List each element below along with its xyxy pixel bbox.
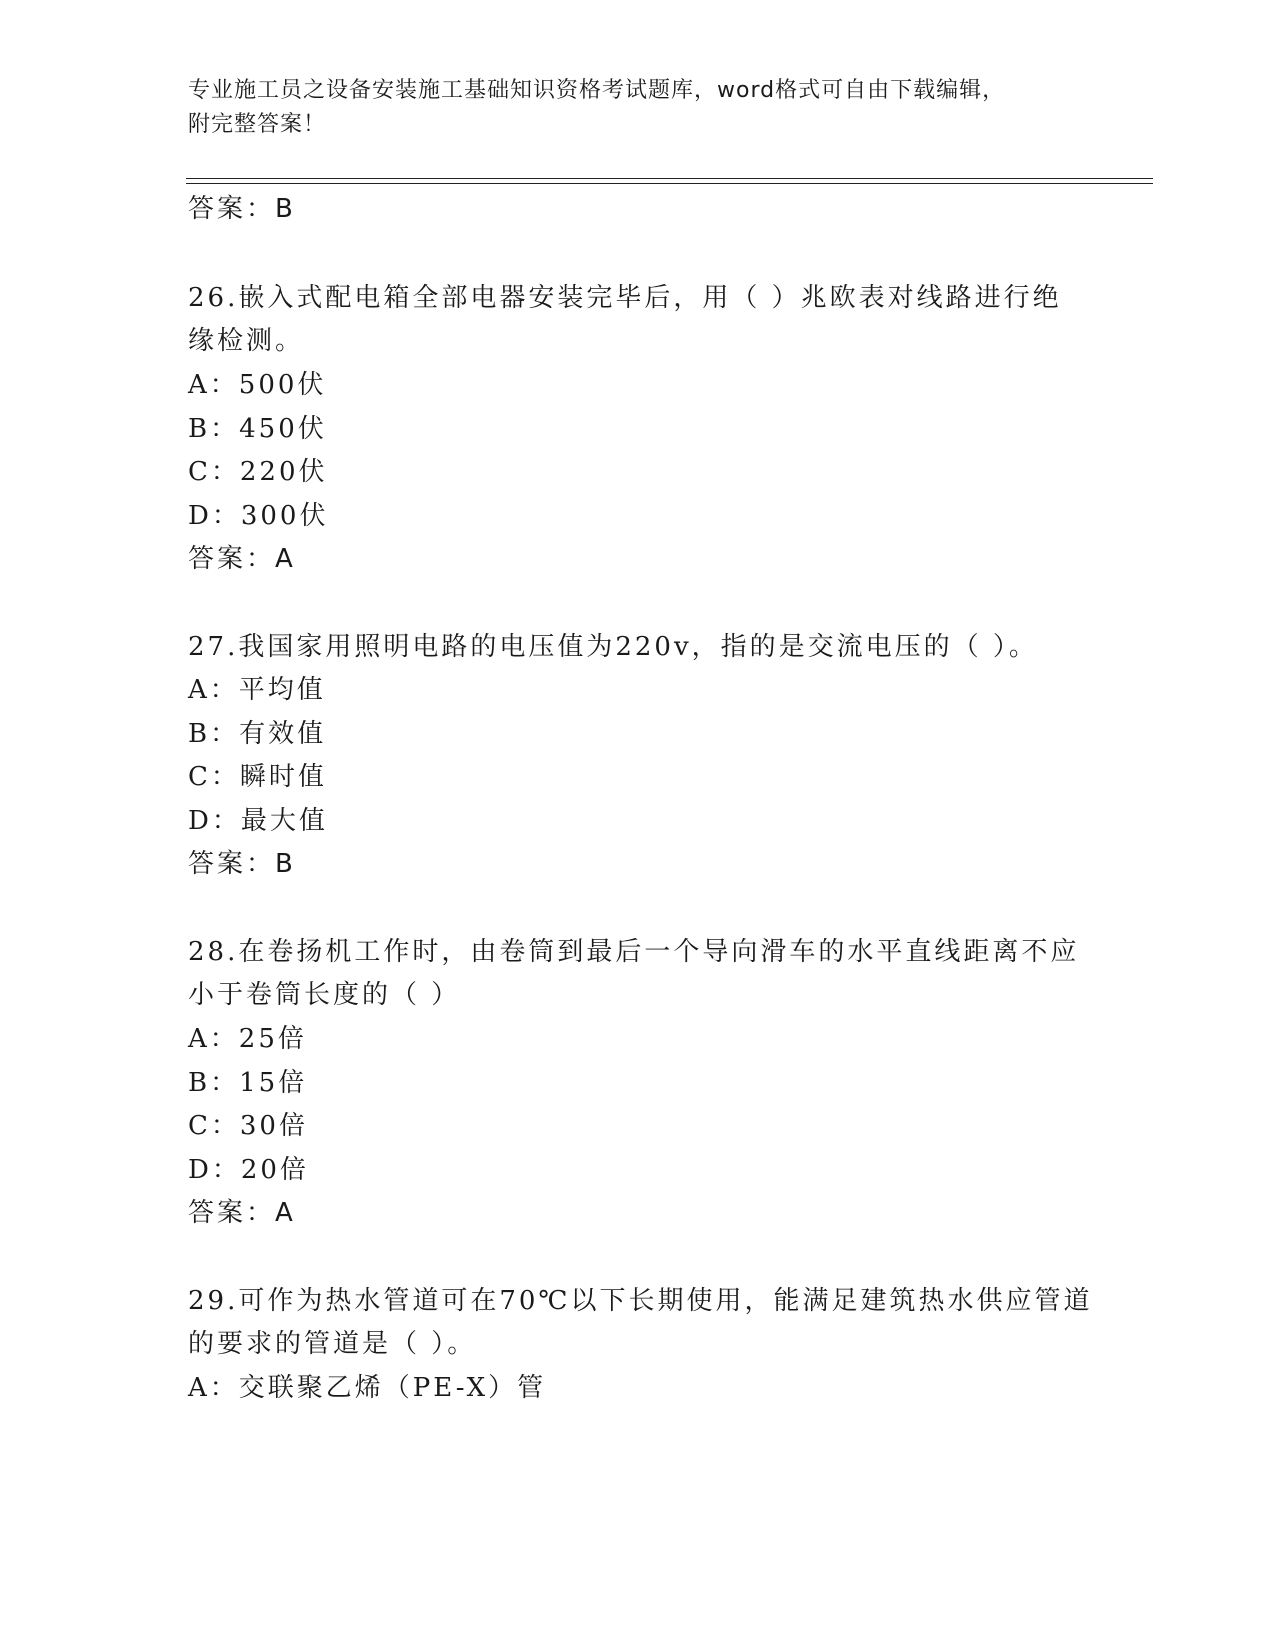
- option-d: D：300伏: [188, 501, 329, 531]
- question-stem: 27.我国家用照明电路的电压值为220v，指的是交流电压的（ ）。: [188, 632, 1038, 662]
- option-a: A：25倍: [188, 1024, 307, 1054]
- question-stem-continued: 缘检测。: [188, 326, 305, 356]
- document-header: [188, 74, 1088, 142]
- option-d: D：20倍: [188, 1155, 309, 1185]
- header-rule-top: [186, 178, 1153, 179]
- question-stem: 29.可作为热水管道可在70℃以下长期使用，能满足建筑热水供应管道: [188, 1286, 1093, 1316]
- previous-answer: 答案：B: [188, 194, 296, 224]
- question-stem-continued: 的要求的管道是（ ）。: [188, 1329, 477, 1359]
- question-stem: 28.在卷扬机工作时，由卷筒到最后一个导向滑车的水平直线距离不应: [188, 937, 1080, 967]
- option-b: B：450伏: [188, 414, 327, 444]
- option-a: A：交联聚乙烯（PE-X）管: [188, 1373, 547, 1403]
- option-c: C：瞬时值: [188, 762, 327, 792]
- header-rule-bottom: [186, 183, 1153, 184]
- question-stem: 26.嵌入式配电箱全部电器安装完毕后，用（ ）兆欧表对线路进行绝: [188, 283, 1062, 313]
- question-stem-continued: 小于卷筒长度的（ ）: [188, 980, 461, 1010]
- header-line-2: 附完整答案！: [188, 112, 327, 137]
- answer: 答案：A: [188, 1198, 296, 1228]
- option-c: C：30倍: [188, 1111, 308, 1141]
- option-d: D：最大值: [188, 806, 328, 836]
- header-line-1: 专业施工员之设备安装施工基础知识资格考试题库，word格式可自由下载编辑，: [188, 78, 1006, 103]
- option-a: A：500伏: [188, 370, 327, 400]
- option-b: B：有效值: [188, 719, 327, 749]
- answer: 答案：B: [188, 849, 296, 879]
- answer: 答案：A: [188, 544, 296, 574]
- option-c: C：220伏: [188, 457, 328, 487]
- option-b: B：15倍: [188, 1068, 308, 1098]
- option-a: A：平均值: [188, 675, 326, 705]
